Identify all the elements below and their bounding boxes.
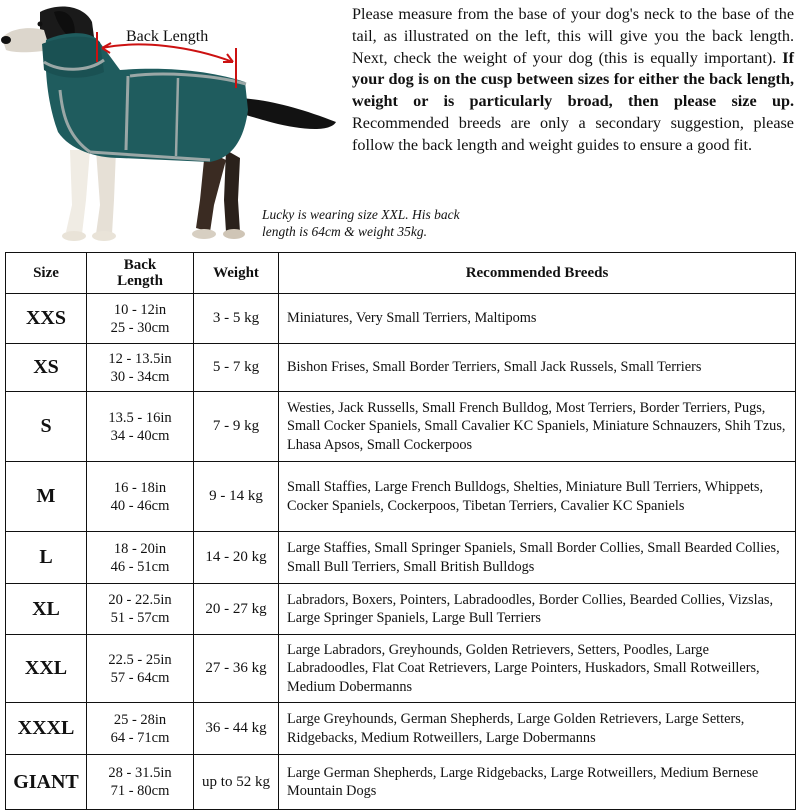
- back-length-cell: [87, 344, 194, 392]
- length-cm: 40 - 46cm: [110, 497, 170, 514]
- instructions-size-up-note: If your dog is on the cusp between sizes for either the back length, weight or is particularly broad, then please size up.: [352, 48, 794, 111]
- table-row: [6, 344, 796, 392]
- length-inches: 13.5 - 16in: [108, 409, 172, 426]
- table-row: [6, 703, 796, 755]
- size-cell: S: [6, 392, 87, 462]
- caption-line-1: Lucky is wearing size XXL. His back: [262, 207, 460, 222]
- length-inches: 16 - 18in: [113, 479, 167, 496]
- size-chart-table: [5, 252, 796, 810]
- breeds-cell: Westies, Jack Russells, Small French Bulldog, Most Terriers, Border Terriers, Pugs, Small Cocker Spaniels, Small Cavalier KC Spaniels, Miniature Schnauzers, Shih Tzus, Lhasa Apsos, Small Cockerpoos: [279, 392, 796, 462]
- breeds-cell: Large German Shepherds, Large Ridgebacks, Large Rotweillers, Medium Bernese Mountain Dogs: [279, 755, 796, 810]
- dog-illustration: [0, 0, 460, 245]
- weight-cell: 27 - 36 kg: [194, 635, 279, 703]
- table-row: [6, 392, 796, 462]
- back-length-cell: [87, 392, 194, 462]
- header-recommended-breeds: Recommended Breeds: [279, 253, 796, 294]
- size-cell: L: [6, 532, 87, 584]
- length-inches: 10 - 12in: [113, 301, 167, 318]
- weight-cell: 3 - 5 kg: [194, 294, 279, 344]
- weight-cell: 36 - 44 kg: [194, 703, 279, 755]
- size-cell: M: [6, 462, 87, 532]
- breeds-cell: Large Staffies, Small Springer Spaniels, Small Border Collies, Small Bearded Collies, Small Bull Terriers, Small British Bulldogs: [279, 532, 796, 584]
- header-weight: Weight: [194, 253, 279, 294]
- length-inches: 22.5 - 25in: [108, 651, 172, 668]
- weight-cell: 14 - 20 kg: [194, 532, 279, 584]
- back-length-cell: [87, 462, 194, 532]
- table-row: [6, 294, 796, 344]
- table-row: [6, 635, 796, 703]
- breeds-cell: Large Labradors, Greyhounds, Golden Retrievers, Setters, Poodles, Large Labradoodles, Flat Coat Retrievers, Large Pointers, Huskadors, Small Rotweillers, Medium Dobermanns: [279, 635, 796, 703]
- measuring-instructions: [352, 4, 794, 157]
- header-back-length: [87, 253, 194, 294]
- breeds-cell: Miniatures, Very Small Terriers, Maltipoms: [279, 294, 796, 344]
- back-length-cell: [87, 755, 194, 810]
- caption-line-2: length is 64cm & weight 35kg.: [262, 224, 427, 239]
- header-back-length-line2: Length: [117, 273, 163, 289]
- length-cm: 46 - 51cm: [110, 558, 170, 575]
- table-row: [6, 584, 796, 635]
- length-inches: 20 - 22.5in: [108, 592, 172, 608]
- length-inches: 12 - 13.5in: [108, 350, 172, 367]
- length-cm: 64 - 71cm: [110, 729, 170, 746]
- header-size: Size: [6, 253, 87, 294]
- length-inches: 28 - 31.5in: [108, 765, 172, 781]
- breeds-cell: Labradors, Boxers, Pointers, Labradoodles, Border Collies, Bearded Collies, Vizslas, Large Springer Spaniels, Large Bull Terriers: [279, 584, 796, 635]
- weight-cell: up to 52 kg: [194, 755, 279, 810]
- length-cm: 34 - 40cm: [110, 427, 170, 444]
- back-length-cell: [87, 294, 194, 344]
- instructions-breeds-note: Recommended breeds are only a secondary suggestion, please follow the back length and weight guides to ensure a good fit.: [352, 113, 794, 154]
- length-cm: 25 - 30cm: [110, 319, 170, 336]
- breeds-cell: Small Staffies, Large French Bulldogs, Shelties, Miniature Bull Terriers, Whippets, Cocker Spaniels, Cockerpoos, Tibetan Terriers, Cavalier KC Spaniels: [279, 462, 796, 532]
- back-length-label: Back Length: [126, 28, 209, 45]
- size-cell: XXXL: [6, 703, 87, 755]
- weight-cell: 5 - 7 kg: [194, 344, 279, 392]
- table-row: [6, 755, 796, 810]
- table-row: [6, 462, 796, 532]
- length-cm: 57 - 64cm: [110, 669, 170, 686]
- weight-cell: 9 - 14 kg: [194, 462, 279, 532]
- back-length-cell: [87, 532, 194, 584]
- weight-cell: 7 - 9 kg: [194, 392, 279, 462]
- size-cell: GIANT: [6, 755, 87, 810]
- breeds-cell: Large Greyhounds, German Shepherds, Large Golden Retrievers, Large Setters, Ridgebacks, Medium Rotweillers, Large Dobermanns: [279, 703, 796, 755]
- weight-cell: 20 - 27 kg: [194, 584, 279, 635]
- back-length-cell: [87, 584, 194, 635]
- length-inches: 25 - 28in: [113, 711, 167, 728]
- table-row: [6, 532, 796, 584]
- instructions-intro: Please measure from the base of your dog's neck to the base of the tail, as illustrated on the left, this will give you the back length. Next, check the weight of your dog (this is equally important).: [352, 5, 794, 67]
- back-length-cell: [87, 635, 194, 703]
- length-inches: 18 - 20in: [113, 540, 167, 557]
- breeds-cell: Bishon Frises, Small Border Terriers, Small Jack Russels, Small Terriers: [279, 344, 796, 392]
- size-cell: XXL: [6, 635, 87, 703]
- size-cell: XS: [6, 344, 87, 392]
- length-cm: 30 - 34cm: [110, 368, 170, 385]
- header-back-length-line1: Back: [123, 257, 157, 273]
- length-cm: 51 - 57cm: [110, 610, 170, 626]
- size-cell: XXS: [6, 294, 87, 344]
- length-cm: 71 - 80cm: [110, 783, 170, 799]
- photo-caption: [262, 206, 512, 240]
- table-header-row: [6, 253, 796, 294]
- size-cell: XL: [6, 584, 87, 635]
- back-length-cell: [87, 703, 194, 755]
